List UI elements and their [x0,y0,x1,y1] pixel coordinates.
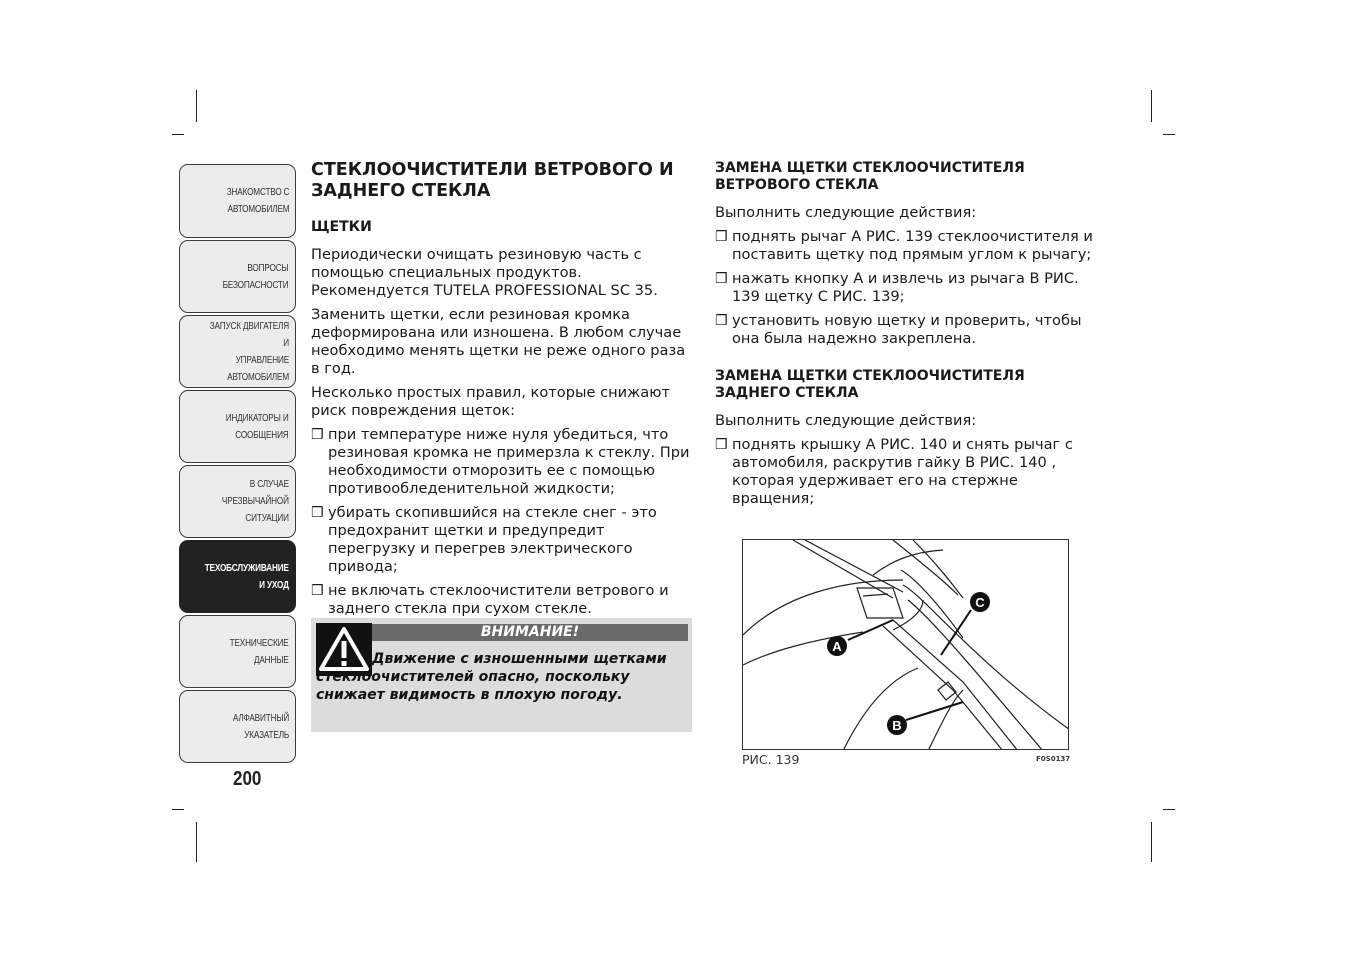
list-item: ❒ поднять рычаг A РИС. 139 стеклоочистителя и поставить щетку под прямым углом к рычагу; [715,228,1093,263]
list-item: ❒ не включать стеклоочистители ветрового и заднего стекла при сухом стекле. [311,582,669,617]
tab-indicators[interactable] [179,390,296,463]
checkbox-bullet-icon: ❒ [311,583,324,599]
page-title: СТЕКЛООЧИСТИТЕЛИ ВЕТРОВОГО И ЗАДНЕГО СТЕКЛА [311,160,674,201]
callout-c-label: C [975,595,985,610]
tab-label: ВОПРОСЫ БЕЗОПАСНОСТИ [223,261,289,291]
warning-title: ВНИМАНИЕ! [372,624,688,641]
checkbox-bullet-icon: ❒ [311,505,324,521]
tab-label: В СЛУЧАЕ ЧРЕЗВЫЧАЙНОЙ СИТУАЦИИ [222,478,289,524]
list-item: ❒ при температуре ниже нуля убедиться, что резиновая кромка не примерзла к стеклу. При необходимости отморозить ее с помощью противообледенительной жидкости; [311,426,690,497]
tab-intro[interactable] [179,164,296,238]
crop-mark [1163,809,1175,810]
callout-b-label: B [892,718,902,733]
crop-mark [1151,822,1152,862]
left-column [311,160,694,618]
section-title: ЗАМЕНА ЩЕТКИ СТЕКЛООЧИСТИТЕЛЯ ВЕТРОВОГО СТЕКЛА [715,160,1025,193]
paragraph: Несколько простых правил, которые снижают риск повреждения щеток: [311,384,671,419]
checkbox-bullet-icon: ❒ [311,427,324,443]
crop-mark [196,90,197,122]
tab-label: ЗНАКОМСТВО С АВТОМОБИЛЕМ [226,186,289,215]
list-item: ❒ установить новую щетку и проверить, чтобы она была надежно закреплена. [715,312,1082,347]
callout-a-label: A [832,639,842,654]
tab-safety[interactable] [179,240,296,313]
checkbox-bullet-icon: ❒ [715,437,728,453]
crop-mark [1163,134,1175,135]
list-item: ❒ нажать кнопку A и извлечь из рычага B РИС. 139 щетку C РИС. 139; [715,270,1079,305]
list-item: ❒ убирать скопившийся на стекле снег - это предохранит щетки и предупредит перегрузку и перегрев электрического привода; [311,504,657,575]
checkbox-bullet-icon: ❒ [715,271,728,287]
wiper-drawing [743,540,1069,750]
tab-label: ЗАПУСК ДВИГАТЕЛЯ И УПРАВЛЕНИЕ АВТОМОБИЛЕМ [209,319,289,383]
paragraph: Выполнить следующие действия: [715,412,977,429]
figure-wiper-illustration [742,539,1069,750]
tab-label: ТЕХНИЧЕСКИЕ ДАННЫЕ [230,636,289,666]
right-column [715,160,1100,508]
tab-maintenance[interactable] [179,540,296,613]
paragraph: Периодически очищать резиновую часть с помощью специальных продуктов. Рекомендуется TUTELA PROFESSIONAL SC 35. [311,246,658,299]
warning-text: Движение с изношенными щетками стеклоочистителей опасно, поскольку снижает видимость в плохую погоду. [316,651,667,703]
warning-box [311,618,692,732]
tab-label: ТЕХОБСЛУЖИВАНИЕ И УХОД [204,561,289,591]
tab-technical-data[interactable] [179,615,296,688]
crop-mark [196,822,197,862]
paragraph: Выполнить следующие действия: [715,204,977,221]
page-number: 200 [233,768,262,790]
figure-caption: РИС. 139 [742,752,800,767]
crop-mark [172,134,184,135]
list-item: ❒ поднять крышку A РИС. 140 и снять рычаг с автомобиля, раскрутив гайку B РИС. 140 , которая удерживает его на стержне вращения; [715,436,1073,507]
crop-mark [172,809,184,810]
crop-mark [1151,90,1152,122]
checkbox-bullet-icon: ❒ [715,313,728,329]
tab-label: АЛФАВИТНЫЙ УКАЗАТЕЛЬ [232,711,289,741]
tab-label: ИНДИКАТОРЫ И СООБЩЕНИЯ [226,411,289,441]
section-title: ЗАМЕНА ЩЕТКИ СТЕКЛООЧИСТИТЕЛЯ ЗАДНЕГО СТЕКЛА [715,368,1025,401]
checkbox-bullet-icon: ❒ [715,229,728,245]
tab-emergency[interactable] [179,465,296,538]
tab-starting-driving[interactable] [179,315,296,388]
paragraph: Заменить щетки, если резиновая кромка деформирована или изношена. В любом случае необходимо менять щетки не реже одного раза в год. [311,306,686,377]
figure-code: F0S0137 [1036,755,1071,763]
section-subtitle: ЩЕТКИ [311,219,372,235]
tab-index[interactable] [179,690,296,763]
